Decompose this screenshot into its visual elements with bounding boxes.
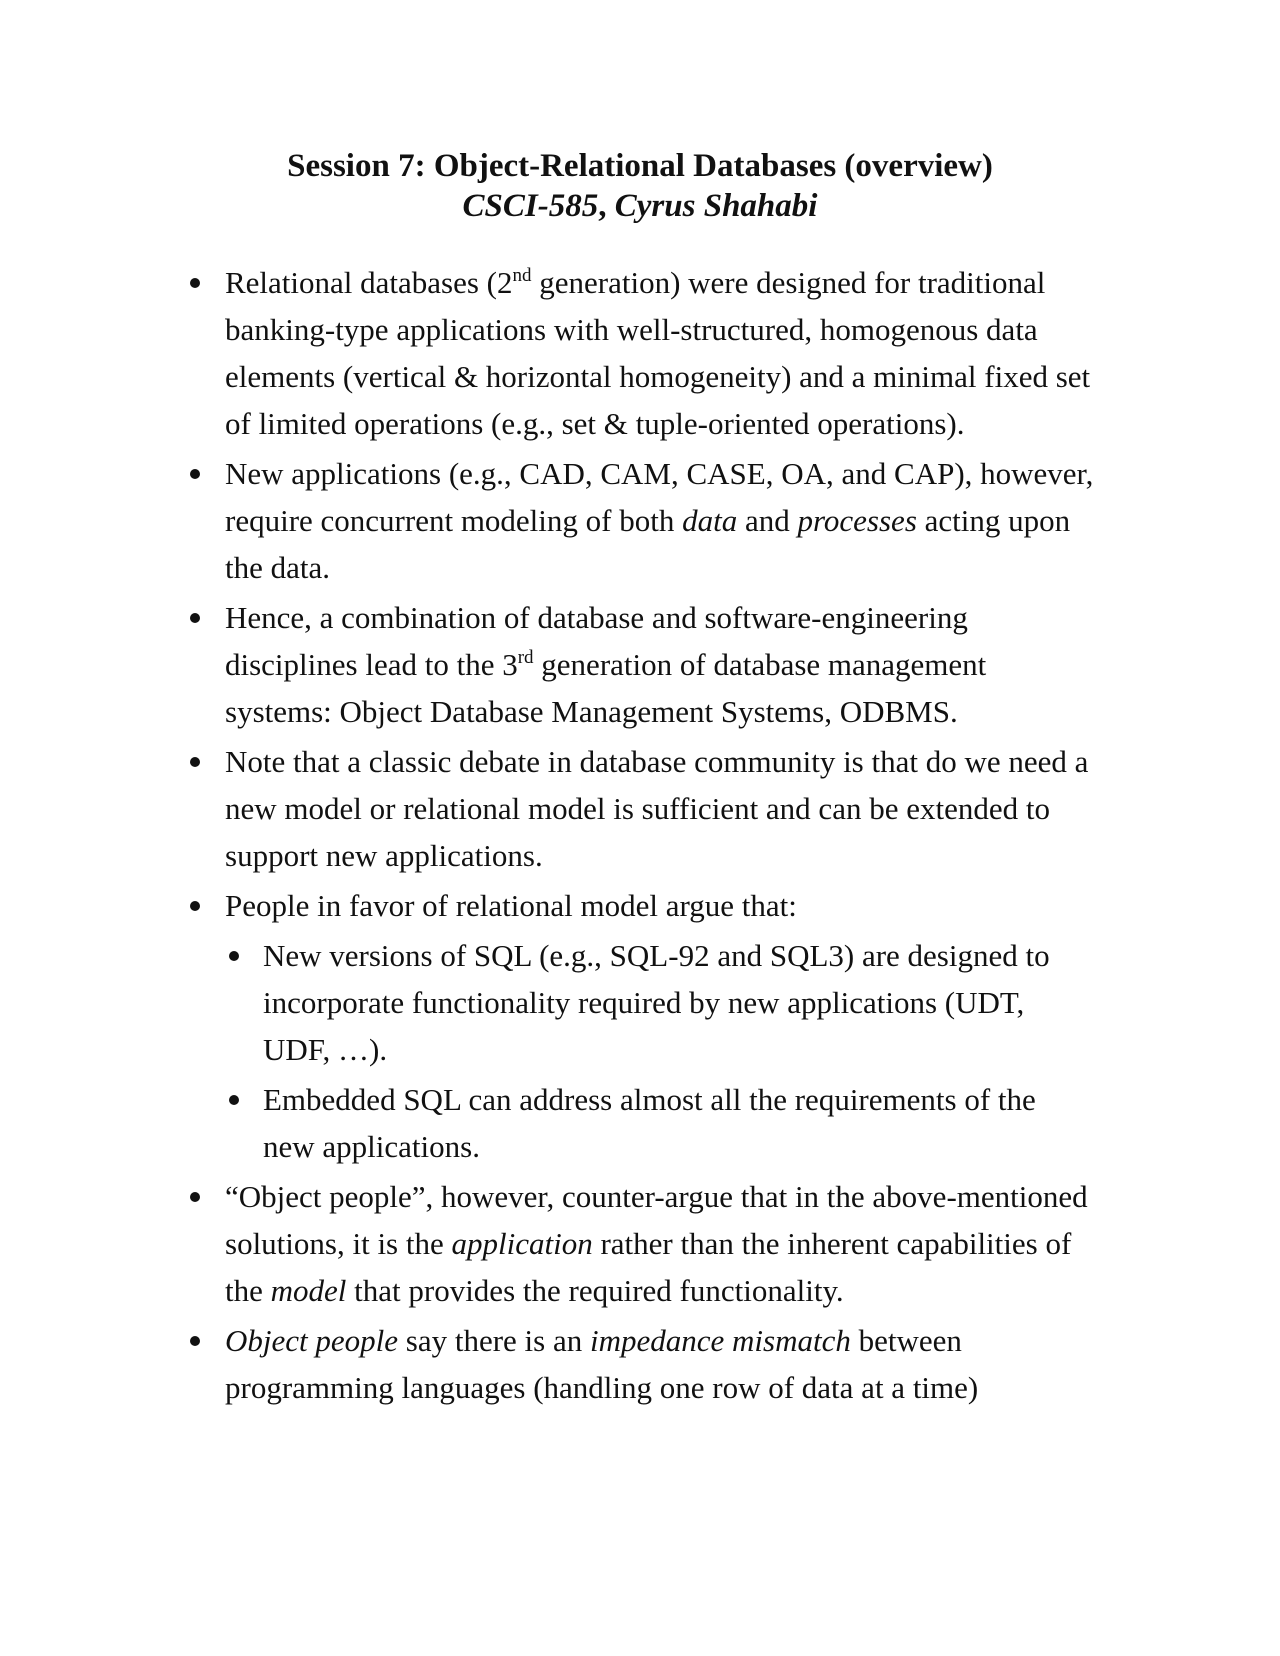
bullet-relational-argument <box>185 882 1095 929</box>
bullet-text: People in favor of relational model argue that: <box>225 888 797 923</box>
bullet-relational-databases <box>185 259 1095 447</box>
bullet-text: generation) were designed for traditional banking-type applications with well-structured, homogenous data elements (vertical & horizontal homogeneity) and a minimal fixed set of limited operations (e.g., set & tuple-oriented operations). <box>225 265 1091 441</box>
sub-bullet-text: Embedded SQL can address almost all the requirements of the new applications. <box>263 1082 1036 1164</box>
bullet-text: Relational databases (2 <box>225 265 513 300</box>
course-code: CSCI-585 <box>462 188 599 224</box>
bullet-text: say there is an <box>398 1323 590 1358</box>
bullet-impedance-mismatch <box>185 1317 1095 1411</box>
bullet-text: “Object people”, however, counter-argue that in the above-mentioned solutions, it is the <box>225 1179 1088 1261</box>
bullet-text: Note that a classic debate in database community is that do we need a new model or relational model is sufficient and can be extended to support new applications. <box>225 744 1089 873</box>
sub-bullet-sql-versions <box>225 932 1095 1073</box>
bullet-text: New applications (e.g., CAD, CAM, CASE, OA, and CAP), however, require concurrent modeling of both <box>225 456 1094 538</box>
bullet-text: and <box>737 503 798 538</box>
bullet-text: between programming languages (handling one row of data at a time) <box>225 1323 979 1405</box>
emphasis-processes: processes <box>797 503 917 538</box>
bullet-text: acting upon the data. <box>225 503 1071 585</box>
author-separator: , <box>598 188 615 224</box>
bullet-text: Hence, a combination of database and software-engineering disciplines lead to the 3 <box>225 600 968 682</box>
emphasis-impedance-mismatch: impedance mismatch <box>589 1323 851 1358</box>
bullet-new-applications <box>185 450 1095 591</box>
course-author-line <box>0 186 1280 226</box>
bullet-object-people-counter <box>185 1173 1095 1314</box>
title-block <box>0 146 1280 226</box>
superscript: rd <box>517 647 534 668</box>
bullet-classic-debate <box>185 738 1095 879</box>
bullet-text: that provides the required functionality. <box>346 1273 844 1308</box>
emphasis-model: model <box>270 1273 347 1308</box>
sub-bullet-text: New versions of SQL (e.g., SQL-92 and SQL3) are designed to incorporate functionality required by new applications (UDT, UDF, …). <box>263 938 1050 1067</box>
emphasis-object-people: Object people <box>225 1323 399 1358</box>
bullet-list <box>185 259 1095 1414</box>
page-title: Session 7: Object-Relational Databases (overview) <box>287 148 993 184</box>
author-name: Cyrus Shahabi <box>614 188 818 224</box>
emphasis-application: application <box>451 1226 593 1261</box>
emphasis-data: data <box>682 503 738 538</box>
sub-bullet-embedded-sql <box>225 1076 1095 1170</box>
bullet-text: rather than the inherent capabilities of the <box>225 1226 1072 1308</box>
bullet-text: generation of database management systems: Object Database Management Systems, ODBMS. <box>225 647 987 729</box>
superscript: nd <box>512 265 532 286</box>
bullet-third-generation <box>185 594 1095 735</box>
